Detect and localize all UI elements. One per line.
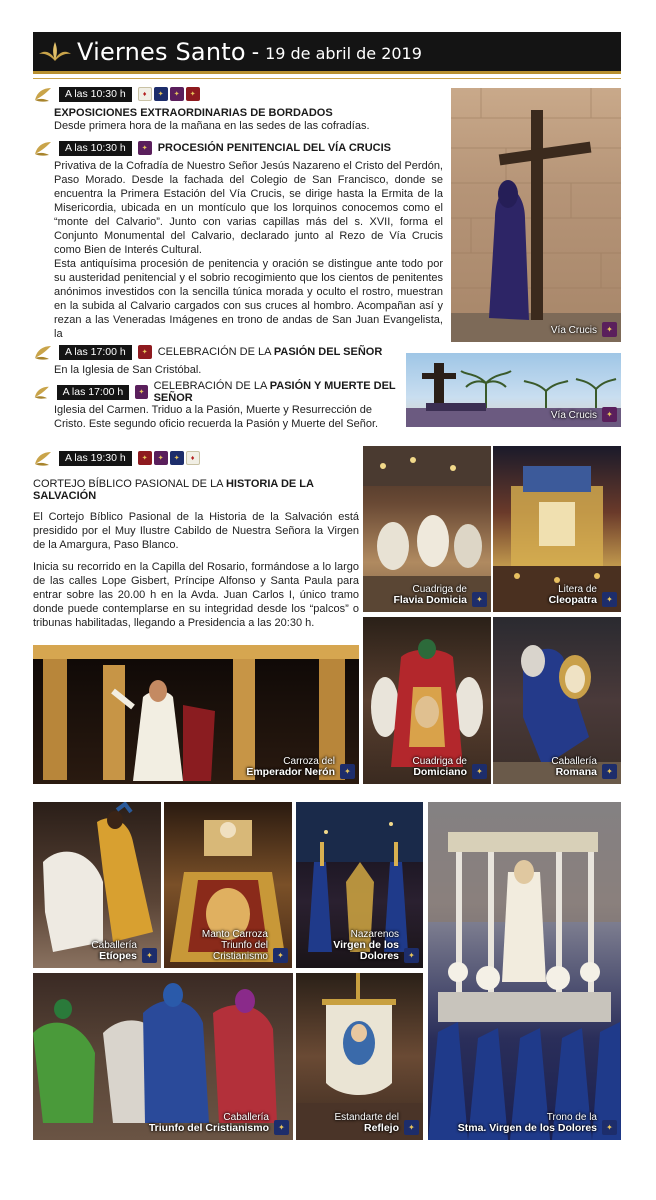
- cofradia-blue-icon: ✦: [404, 948, 419, 963]
- cofradia-purple-icon: ✦: [135, 385, 147, 399]
- photo-domiciano: [363, 617, 491, 784]
- cofradia-red-icon: ✦: [138, 345, 152, 359]
- leaf-bullet-icon: [33, 140, 53, 156]
- title-separator: -: [251, 38, 260, 64]
- cofradia-blue-icon: ✦: [273, 948, 288, 963]
- photo-cleopatra: [493, 446, 621, 612]
- photo-caption: Litera de Cleopatra: [548, 584, 597, 606]
- cofradia-badges: [138, 451, 200, 465]
- photo-caption: Caballería Romana: [551, 756, 597, 778]
- photo-caption: Caballería Triunfo del Cristianismo: [148, 1112, 269, 1134]
- cofradia-red-icon: ✦: [186, 87, 200, 101]
- page-date: 19 de abril de 2019: [265, 43, 422, 63]
- cofradia-blue-icon: ✦: [602, 592, 617, 607]
- cofradia-blue-icon: ✦: [274, 1120, 289, 1135]
- cofradia-blue-icon: ✦: [472, 592, 487, 607]
- cofradia-blue-icon: ✦: [340, 764, 355, 779]
- event-title: CORTEJO BÍBLICO PASIONAL DE LA HISTORIA DE LA SALVACIÓN: [33, 478, 314, 502]
- photo-via-crucis-image: [451, 88, 621, 342]
- event-title: CELEBRACIÓN DE LA PASIÓN Y MUERTE DEL SEÑOR: [153, 380, 396, 404]
- leaf-bullet-icon: [33, 344, 53, 360]
- cofradia-blue-icon: ✦: [602, 764, 617, 779]
- cofradia-shield-icon: ♦: [186, 451, 200, 465]
- event-text-2: Inicia su recorrido en la Capilla del Rosario, formándose a lo largo de las calles Lope Gisbert, Príncipe Alfonso y Santa Paula para entrar sobre las 20.00 h en la Avda. Juan Carlos I, único tramo donde puede contemplarse en su integridad desde los “palcos” o tribunas habilitadas, llegando a Presidencia a las 20:30 h.: [33, 561, 359, 629]
- cofradia-badges: [138, 87, 200, 101]
- event-pasion-muerte: [33, 380, 403, 431]
- event-text: Iglesia del Carmen. Triduo a la Pasión, Muerte y Resurrección de Cristo. Este segundo oficio recuerda la Pasión y Muerte del Señor.: [54, 404, 379, 430]
- photo-caption: Carroza del Emperador Nerón: [246, 756, 335, 778]
- photo-caption: Trono de la Stma. Virgen de los Dolores: [457, 1112, 597, 1134]
- event-title: PROCESIÓN PENITENCIAL DEL VÍA CRUCIS: [157, 142, 391, 154]
- cofradia-purple-icon: ✦: [138, 141, 152, 155]
- photo-via-crucis-2: [406, 353, 621, 427]
- cofradia-blue-icon: ✦: [142, 948, 157, 963]
- photo-estandarte-reflejo: [296, 973, 423, 1140]
- photo-caption: Caballería Etíopes: [91, 940, 137, 962]
- photo-trono-virgen: [428, 802, 621, 1140]
- leaf-bullet-icon: [33, 86, 53, 102]
- event-text: Desde primera hora de la mañana en las sedes de las cofradías.: [54, 120, 370, 132]
- photo-via-crucis: [451, 88, 621, 342]
- cofradia-blue-icon: ✦: [404, 1120, 419, 1135]
- photo-flavia-domicia: [363, 446, 491, 612]
- gold-flower-icon: [33, 32, 77, 72]
- photo-caption: Cuadriga de Flavia Domicia: [393, 584, 467, 606]
- event-historia-salvacion: [33, 450, 359, 630]
- page-title: Viernes Santo: [77, 37, 246, 66]
- photo-caption: Manto Carroza Triunfo del Cristianismo: [201, 929, 268, 962]
- photo-nazarenos: [296, 802, 423, 968]
- cofradia-blue-icon: ✦: [170, 451, 184, 465]
- event-pasion-senor: [33, 344, 403, 377]
- cofradia-blue-icon: ✦: [472, 764, 487, 779]
- photo-manto-carroza: [164, 802, 292, 968]
- event-via-crucis: [33, 140, 443, 341]
- photo-caballeria-etiopes: [33, 802, 161, 968]
- photo-trono-image: [428, 802, 621, 1140]
- photo-caption: Vía Crucis: [550, 325, 597, 336]
- photo-caption: Nazarenos Virgen de los Dolores: [333, 929, 399, 962]
- cofradia-blue-icon: ✦: [154, 87, 168, 101]
- cofradia-shield-icon: ♦: [138, 87, 152, 101]
- event-text: En la Iglesia de San Cristóbal.: [54, 364, 202, 376]
- cofradia-purple-icon: ✦: [154, 451, 168, 465]
- cofradia-purple-icon: ✦: [170, 87, 184, 101]
- event-time: A las 17:00 h: [57, 385, 130, 400]
- cofradia-purple-icon: ✦: [602, 407, 617, 422]
- event-text-2: Esta antiquísima procesión de penitencia y oración se distingue ante todo por su austeridad penitencial y el sobrio recogimiento que los cientos de penitentes anónimos investidos con la sencilla túnica morada y oculto el rostro, muestran en la subida al Calvario cargados con sus cruces al hombro. Acompañan así y rezan a las Veneradas Imágenes en trono de andas de San Juan Evangelista, la: [54, 258, 443, 340]
- event-time: A las 17:00 h: [59, 345, 132, 360]
- event-exposiciones: [33, 86, 443, 133]
- header-divider: [33, 78, 621, 79]
- event-title: CELEBRACIÓN DE LA PASIÓN DEL SEÑOR: [157, 346, 383, 358]
- event-title: EXPOSICIONES EXTRAORDINARIAS DE BORDADOS: [54, 107, 333, 119]
- event-time: A las 10:30 h: [59, 87, 132, 102]
- photo-caballeria-triunfo: [33, 973, 293, 1140]
- leaf-bullet-icon: [33, 384, 51, 400]
- event-text-1: El Cortejo Bíblico Pasional de la Historia de la Salvación está presidido por el Muy Ilustre Cabildo de Nuestra Señora la Virgen de la Amargura, Paso Blanco.: [33, 511, 359, 551]
- event-time: A las 10:30 h: [59, 141, 132, 156]
- event-text-1: Privativa de la Cofradía de Nuestro Señor Jesús Nazareno el Cristo del Perdón, Paso Morado. Desde la fachada del Colegio de San Francisco, donde se encuentra la Primera Estación del Vía Crucis, se dirige hasta la Ermita de la Misericordia, ubicada en un montículo que los lorquinos conocemos como el “monte del Calvario”. Junto con varias capillas más del s. XVII, forma el Conjunto Monumental del Calvario, declarado junto al Rezo de Vía Crucis como Bien de Interés Cultural.: [54, 160, 443, 256]
- photo-caption: Vía Crucis: [550, 410, 597, 421]
- page-header: [33, 32, 621, 74]
- photo-caballeria-romana: [493, 617, 621, 784]
- leaf-bullet-icon: [33, 450, 53, 466]
- photo-emperador-neron: [33, 645, 359, 784]
- event-time: A las 19:30 h: [59, 451, 132, 466]
- photo-caption: Estandarte del Reflejo: [334, 1112, 399, 1134]
- photo-caption: Cuadriga de Domiciano: [412, 756, 467, 778]
- cofradia-blue-icon: ✦: [602, 1120, 617, 1135]
- cofradia-purple-icon: ✦: [602, 322, 617, 337]
- cofradia-red-icon: ✦: [138, 451, 152, 465]
